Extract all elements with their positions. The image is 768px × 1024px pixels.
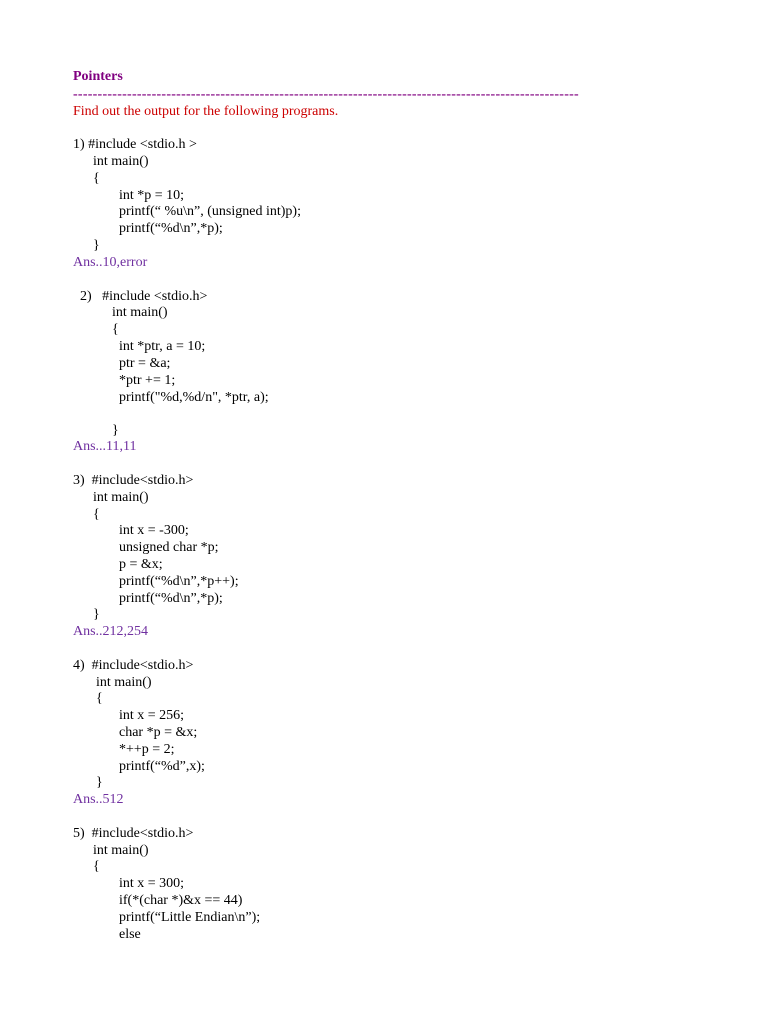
code-line: ptr = &a; [119, 356, 171, 371]
code-line: int main() [93, 843, 149, 858]
code-line: int x = 300; [119, 876, 185, 891]
program-header: 5) #include<stdio.h> [73, 826, 194, 841]
program-header: 1) #include <stdio.h > [73, 137, 197, 152]
code-line: unsigned char *p; [119, 540, 219, 555]
code-line: else [119, 927, 141, 942]
code-line: int main() [96, 675, 152, 690]
instructions: Find out the output for the following programs. [73, 104, 339, 119]
code-line: printf(“%d\n”,*p); [119, 221, 223, 236]
code-line: printf(“Little Endian\n”); [119, 910, 261, 925]
code-line: { [93, 507, 100, 522]
code-line: p = &x; [119, 557, 163, 572]
code-line: if(*(char *)&x == 44) [119, 893, 243, 908]
code-line: int main() [112, 305, 168, 320]
code-line: printf(“ %u\n”, (unsigned int)p); [119, 204, 301, 219]
code-line: *ptr += 1; [119, 373, 176, 388]
code-line: int x = -300; [119, 523, 189, 538]
answer: Ans..10,error [73, 255, 148, 270]
program-header: 2) #include <stdio.h> [80, 289, 208, 304]
code-line: printf(“%d\n”,*p++); [119, 574, 239, 589]
code-line: printf("%d,%d/n", *ptr, a); [119, 390, 269, 405]
code-line: *++p = 2; [119, 742, 175, 757]
code-line: printf(“%d”,x); [119, 759, 205, 774]
code-line: } [93, 238, 100, 253]
code-line: int x = 256; [119, 708, 185, 723]
code-line: { [96, 691, 103, 706]
title-rule: ------------------------------------------------------------------------------------------------------- [73, 87, 579, 102]
code-line: int *ptr, a = 10; [119, 339, 206, 354]
code-line: char *p = &x; [119, 725, 198, 740]
code-line: } [112, 423, 119, 438]
code-line: } [93, 607, 100, 622]
code-line: { [93, 171, 100, 186]
code-line: int *p = 10; [119, 188, 185, 203]
code-line: printf(“%d\n”,*p); [119, 591, 223, 606]
answer: Ans..212,254 [73, 624, 149, 639]
page-title: Pointers [73, 69, 123, 84]
answer: Ans...11,11 [73, 439, 137, 454]
code-line: int main() [93, 154, 149, 169]
code-line: { [93, 859, 100, 874]
code-line: int main() [93, 490, 149, 505]
code-line: { [112, 322, 119, 337]
code-line: } [96, 775, 103, 790]
program-header: 4) #include<stdio.h> [73, 658, 194, 673]
program-header: 3) #include<stdio.h> [73, 473, 194, 488]
answer: Ans..512 [73, 792, 124, 807]
